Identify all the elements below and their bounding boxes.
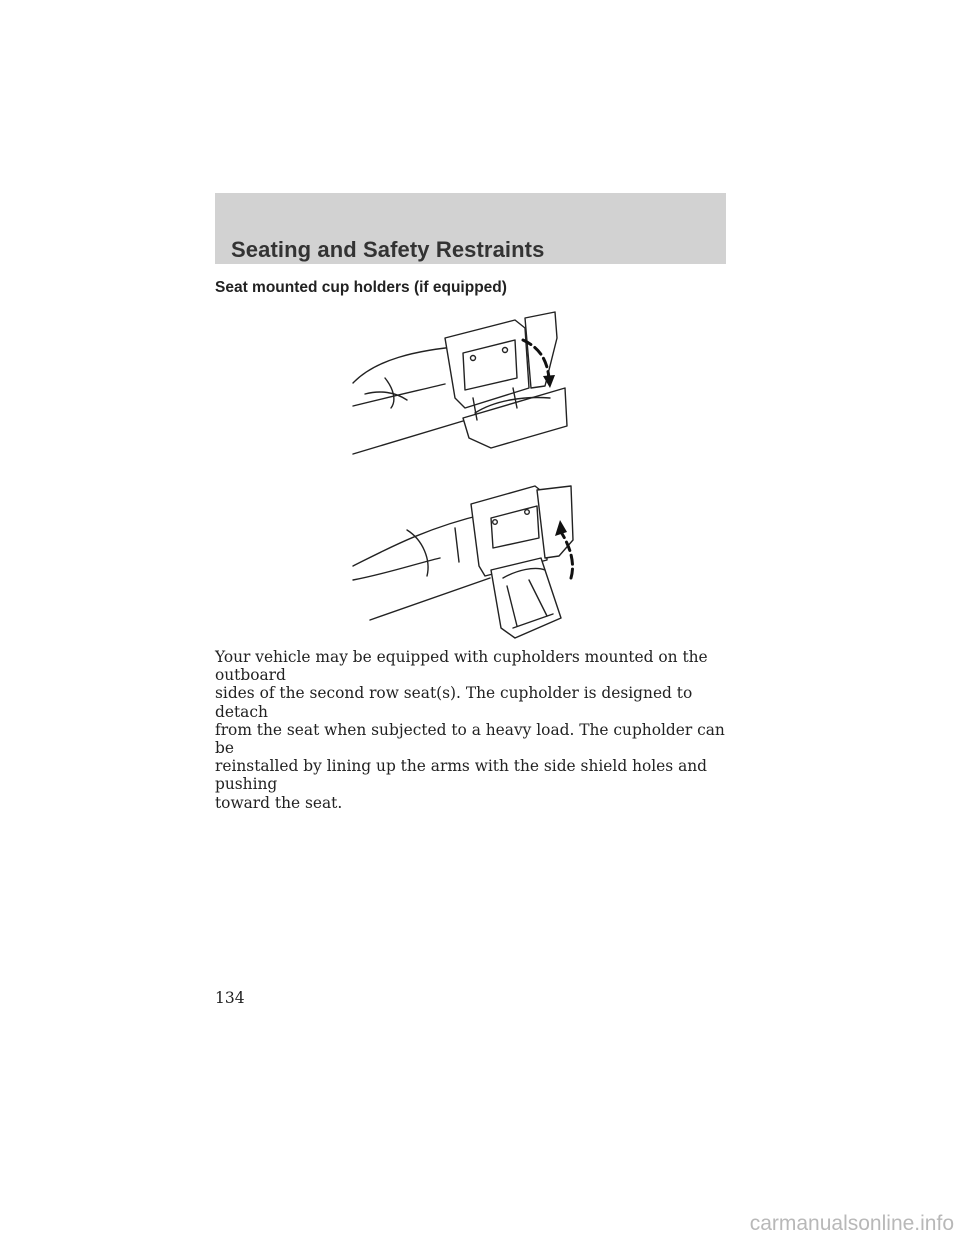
- watermark-link[interactable]: carmanualsonline.info: [749, 1212, 954, 1235]
- cupholder-open-illustration: [345, 308, 575, 458]
- section-heading: Seat mounted cup holders (if equipped): [215, 279, 507, 296]
- cupholder-closed-drawing: [345, 478, 580, 643]
- body-line: sides of the second row seat(s). The cupholder is designed to detach: [215, 684, 693, 721]
- section-header-title: Seating and Safety Restraints: [231, 237, 545, 262]
- body-line: Your vehicle may be equipped with cupholders mounted on the outboard: [215, 648, 708, 685]
- cupholder-open-drawing: [345, 308, 575, 458]
- page-number: 134: [215, 989, 245, 1007]
- body-line: from the seat when subjected to a heavy load. The cupholder can be: [215, 720, 725, 758]
- section-header-band: [215, 193, 726, 264]
- cupholder-closed-illustration: [345, 478, 580, 643]
- body-line: toward the seat.: [215, 793, 343, 812]
- body-paragraph: [215, 648, 725, 812]
- body-line: reinstalled by lining up the arms with the side shield holes and pushing: [215, 757, 708, 794]
